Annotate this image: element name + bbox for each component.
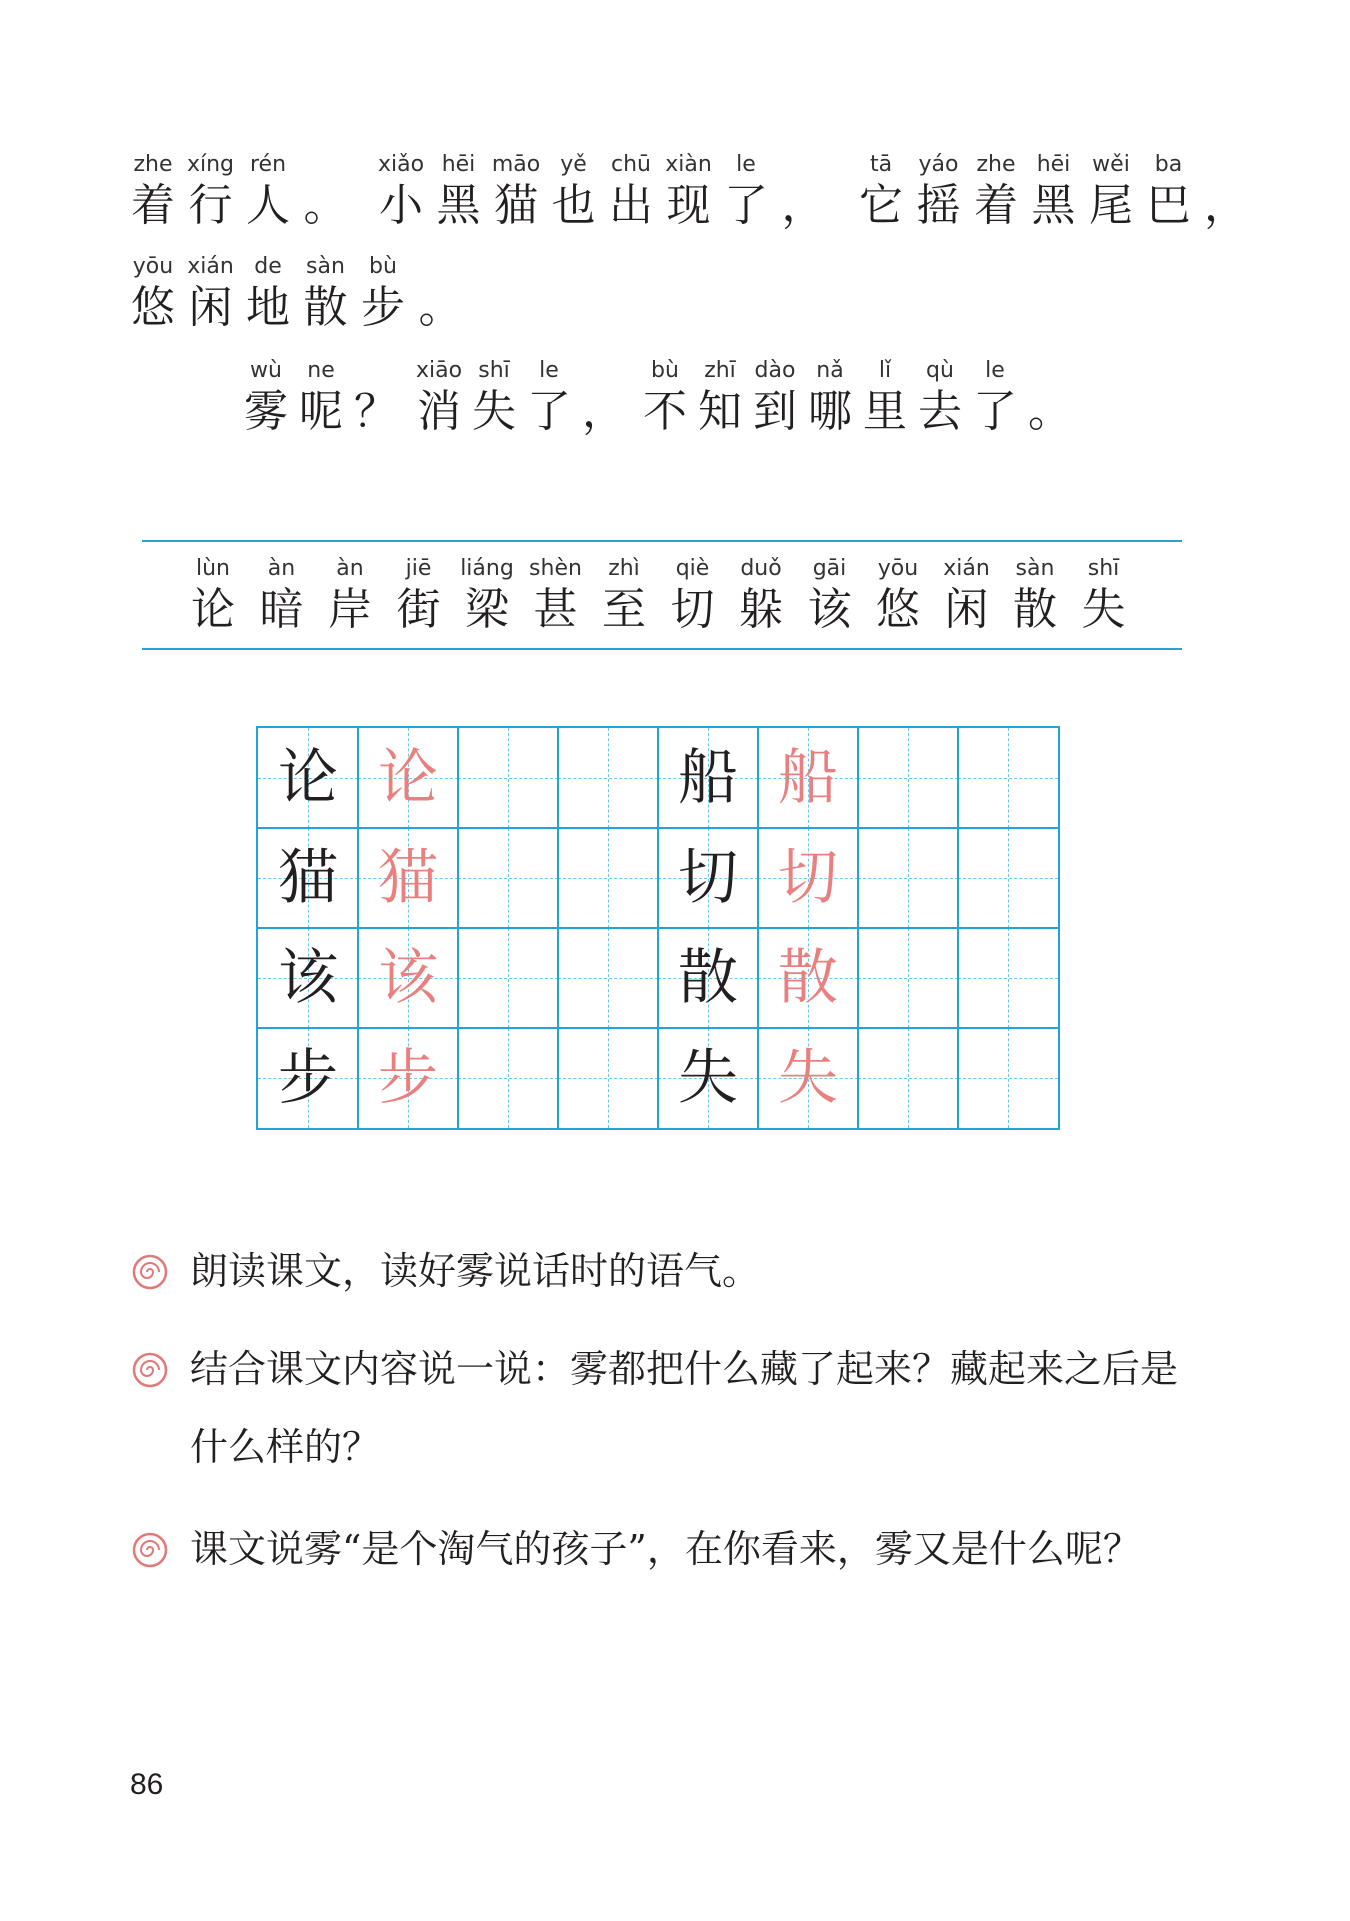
hanzi: 梁 xyxy=(465,584,509,635)
grid-cell xyxy=(558,728,658,828)
punctuation-mark: 。 xyxy=(1028,386,1072,437)
punctuation-mark: ？ xyxy=(354,386,398,437)
grid-cell xyxy=(958,928,1058,1028)
task-text: 朗读课文，读好雾说话时的语气。 xyxy=(190,1249,761,1293)
pinyin: xiàn xyxy=(665,152,712,177)
model-character: 猫 xyxy=(278,843,338,913)
pinyin: le xyxy=(539,358,559,383)
grid-cell xyxy=(558,1028,658,1128)
grid-cell xyxy=(458,928,558,1028)
pinyin: jiē xyxy=(405,556,432,581)
grid-cell xyxy=(458,728,558,828)
trace-character: 猫 xyxy=(378,843,438,913)
hanzi: 暗 xyxy=(259,584,304,635)
grid-cell xyxy=(458,1028,558,1128)
model-character: 散 xyxy=(678,943,738,1013)
hanzi: 地 xyxy=(246,282,290,333)
hanzi: 摇 xyxy=(916,180,961,231)
pinyin: dào xyxy=(754,358,796,383)
pinyin: shī xyxy=(478,358,510,383)
hanzi: 去 xyxy=(918,386,962,437)
grid-cell xyxy=(858,928,958,1028)
hanzi: 岸 xyxy=(328,584,372,635)
hanzi: 小 xyxy=(379,180,423,231)
trace-character: 切 xyxy=(778,843,838,913)
punctuation-mark: 。 xyxy=(303,180,348,231)
grid-cell xyxy=(558,828,658,928)
model-character: 该 xyxy=(278,943,338,1013)
pinyin: bù xyxy=(651,358,679,383)
hanzi: 黑 xyxy=(436,180,481,231)
grid-cell xyxy=(858,828,958,928)
guide-line-horizontal xyxy=(458,1078,558,1079)
guide-line-horizontal xyxy=(958,778,1058,779)
pinyin: hēi xyxy=(441,152,476,177)
pinyin: tā xyxy=(869,152,893,177)
guide-line-horizontal xyxy=(958,978,1058,979)
hanzi: 现 xyxy=(666,180,711,231)
model-character: 切 xyxy=(678,843,738,913)
writing-grid xyxy=(256,726,1060,1130)
trace-character: 船 xyxy=(778,743,838,813)
guide-line-horizontal xyxy=(958,1078,1058,1079)
grid-cell xyxy=(458,828,558,928)
hanzi: 至 xyxy=(602,584,646,635)
hanzi: 巴 xyxy=(1146,180,1191,231)
pinyin: nǎ xyxy=(816,358,844,383)
pinyin: qù xyxy=(926,358,954,383)
pinyin: māo xyxy=(491,152,541,177)
pinyin: àn xyxy=(336,556,364,581)
hanzi: 街 xyxy=(396,584,441,635)
pinyin: shèn xyxy=(529,556,582,581)
hanzi: 里 xyxy=(863,386,907,437)
pinyin: wěi xyxy=(1092,152,1130,177)
guide-line-horizontal xyxy=(558,778,658,779)
hanzi: 切 xyxy=(670,584,715,635)
trace-character: 散 xyxy=(778,943,838,1013)
pinyin: zhe xyxy=(976,152,1016,177)
hanzi: 知 xyxy=(698,386,742,437)
spiral-seal-icon xyxy=(132,1532,168,1568)
hanzi: 到 xyxy=(753,386,797,437)
pinyin: ba xyxy=(1154,152,1183,177)
hanzi: 行 xyxy=(188,180,233,231)
grid-cell xyxy=(858,1028,958,1128)
hanzi: 悠 xyxy=(876,584,920,635)
task-text: 结合课文内容说一说：雾都把什么藏了起来？藏起来之后是什么样的？ xyxy=(190,1347,1179,1469)
grid-cell xyxy=(958,828,1058,928)
hanzi: 不 xyxy=(643,386,687,437)
hanzi: 失 xyxy=(472,386,516,437)
pinyin: de xyxy=(254,254,282,279)
guide-line-horizontal xyxy=(458,878,558,879)
spiral-seal-icon xyxy=(132,1352,168,1388)
vocab-top-rule xyxy=(142,540,1182,542)
guide-line-horizontal xyxy=(858,1078,958,1079)
model-character: 步 xyxy=(278,1043,338,1113)
grid-cell xyxy=(858,728,958,828)
trace-character: 该 xyxy=(378,943,438,1013)
hanzi: 该 xyxy=(807,584,852,635)
hanzi: 散 xyxy=(1013,584,1057,635)
hanzi: 尾 xyxy=(1089,180,1133,231)
hanzi: 了 xyxy=(973,386,1017,437)
pinyin: yáo xyxy=(918,152,959,177)
pinyin: zhe xyxy=(133,152,173,177)
pinyin: shī xyxy=(1087,556,1120,581)
pinyin: sàn xyxy=(1015,556,1055,581)
pinyin: yě xyxy=(560,152,587,177)
pinyin: wù xyxy=(250,358,282,383)
hanzi: 了 xyxy=(724,180,768,231)
pinyin: le xyxy=(985,358,1005,383)
pinyin: lùn xyxy=(196,556,230,581)
pinyin: lǐ xyxy=(878,358,892,383)
pinyin: gāi xyxy=(812,556,847,581)
spiral-seal-icon xyxy=(132,1254,168,1290)
hanzi: 也 xyxy=(551,180,596,231)
pinyin: xiāo xyxy=(415,358,463,383)
pinyin: zhì xyxy=(608,556,640,581)
guide-line-horizontal xyxy=(858,778,958,779)
hanzi: 哪 xyxy=(808,386,852,437)
guide-line-horizontal xyxy=(858,878,958,879)
hanzi: 躲 xyxy=(739,584,783,635)
punctuation-mark: ， xyxy=(781,180,826,231)
hanzi: 着 xyxy=(974,180,1018,231)
pinyin: sàn xyxy=(306,254,345,279)
pinyin: rén xyxy=(249,152,287,177)
hanzi: 甚 xyxy=(533,584,578,635)
hanzi: 消 xyxy=(417,386,461,437)
pinyin: zhī xyxy=(704,358,736,383)
hanzi: 呢 xyxy=(299,386,343,437)
trace-character: 步 xyxy=(378,1043,438,1113)
pinyin: xiǎo xyxy=(377,152,425,177)
pinyin: bù xyxy=(369,254,397,279)
hanzi: 悠 xyxy=(131,282,175,333)
hanzi: 步 xyxy=(361,282,405,333)
hanzi: 论 xyxy=(191,584,235,635)
pinyin: ne xyxy=(307,358,335,383)
hanzi: 它 xyxy=(859,180,903,231)
model-character: 船 xyxy=(678,743,738,813)
pinyin: yōu xyxy=(877,556,919,581)
pinyin: xián xyxy=(943,556,990,581)
hanzi: 闲 xyxy=(188,282,233,333)
guide-line-horizontal xyxy=(558,978,658,979)
punctuation-mark: ， xyxy=(582,386,626,437)
trace-character: 失 xyxy=(778,1043,838,1113)
hanzi: 失 xyxy=(1081,584,1126,635)
vocab-bottom-rule xyxy=(142,648,1182,650)
pinyin: le xyxy=(736,152,756,177)
guide-line-horizontal xyxy=(858,978,958,979)
hanzi: 着 xyxy=(131,180,175,231)
punctuation-mark: 。 xyxy=(418,282,463,333)
hanzi: 猫 xyxy=(494,180,538,231)
punctuation-mark: ， xyxy=(1204,180,1248,231)
hanzi: 闲 xyxy=(944,584,989,635)
hanzi: 出 xyxy=(609,180,653,231)
task-text: 课文说雾“是个淘气的孩子”，在你看来，雾又是什么呢？ xyxy=(190,1527,1141,1571)
model-character: 论 xyxy=(278,743,338,813)
page-number: 86 xyxy=(130,1768,164,1801)
grid-cell xyxy=(958,1028,1058,1128)
guide-line-horizontal xyxy=(458,978,558,979)
hanzi: 雾 xyxy=(244,386,288,437)
hanzi: 黑 xyxy=(1031,180,1076,231)
grid-cell xyxy=(958,728,1058,828)
pinyin: chū xyxy=(611,152,651,177)
guide-line-horizontal xyxy=(558,1078,658,1079)
grid-cell xyxy=(558,928,658,1028)
pinyin: yōu xyxy=(132,254,174,279)
model-character: 失 xyxy=(678,1043,738,1113)
pinyin: liáng xyxy=(460,556,514,581)
trace-character: 论 xyxy=(378,743,438,813)
guide-line-horizontal xyxy=(558,878,658,879)
hanzi: 了 xyxy=(527,386,571,437)
hanzi: 人 xyxy=(246,180,290,231)
pinyin: duǒ xyxy=(740,556,782,581)
pinyin: hēi xyxy=(1036,152,1071,177)
pinyin: àn xyxy=(267,556,296,581)
pinyin: qiè xyxy=(675,556,710,581)
hanzi: 散 xyxy=(303,282,348,333)
pinyin: xián xyxy=(187,254,234,279)
pinyin: xíng xyxy=(186,152,235,177)
guide-line-horizontal xyxy=(458,778,558,779)
guide-line-horizontal xyxy=(958,878,1058,879)
